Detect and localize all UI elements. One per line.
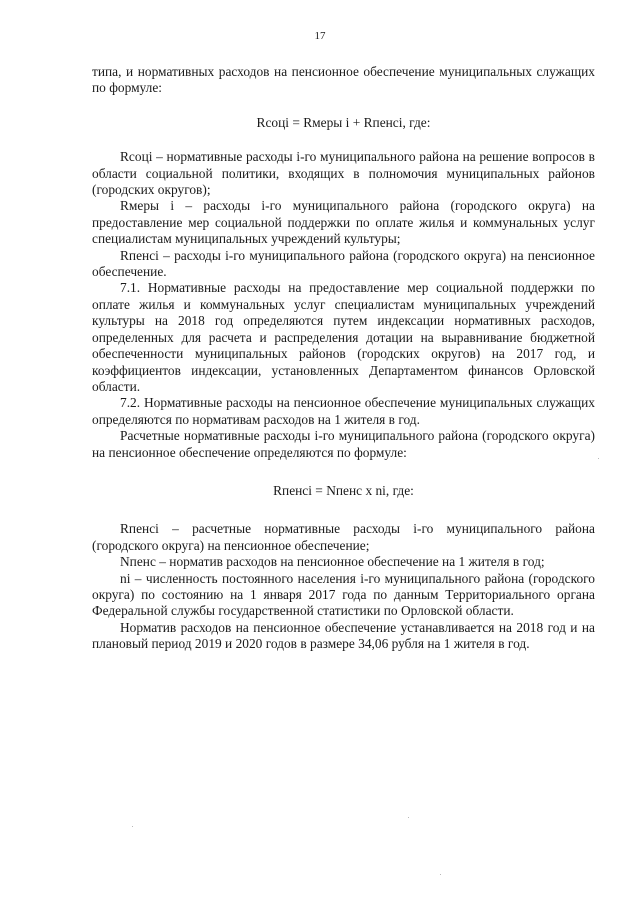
paragraph-continuation: типа, и нормативных расходов на пенсионное обеспечение муниципальных служащих по формуле: xyxy=(92,64,595,96)
definition-rpens: Rпенсі – расходы і-го муниципального района (городского округа) на пенсионное обеспечение. xyxy=(92,247,595,280)
formula-rsoc: Rсоці = Rмеры і + Rпенсі, где: xyxy=(256,114,431,130)
section-7-1: 7.1. Нормативные расходы на предоставление мер социальной поддержки по оплате жилья и коммунальных услуг специалистам муниципальных учреждений культуры на 2018 год определяются путем индексации нормативных расходов, определенных для расчета и распределения дотации на выравнивание бюджетной обеспеченности муниципальных районов (городских округов) на 2017 год, и коэффициентов индексации, установленных Департаментом финансов Орловской области. xyxy=(92,280,595,394)
scan-speck xyxy=(132,826,133,827)
section-7-2: 7.2. Нормативные расходы на пенсионное обеспечение муниципальных служащих определяются по нормативам расходов на 1 жителя в год. xyxy=(92,395,595,427)
formula-rpens: Rпенсі = Nпенс x nі, где: xyxy=(273,482,414,498)
scan-speck xyxy=(598,458,599,459)
page-number: 17 xyxy=(314,30,326,42)
paragraph-calculation-intro: Расчетные нормативные расходы і-го муниципального района (городского округа) на пенсионное обеспечение определяются по формуле: xyxy=(92,428,595,460)
definition-ni: nі – численность постоянного населения і-го муниципального района (городского округа) по состоянию на 1 января 2017 года по данным Территориального органа Федеральной службы государственной статистики по Орловской области. xyxy=(92,570,595,619)
paragraph-norm-amount: Норматив расходов на пенсионное обеспечение устанавливается на 2018 год и на плановый период 2019 и 2020 годов в размере 34,06 рубля на 1 жителя в год. xyxy=(92,619,595,652)
scan-speck xyxy=(408,817,409,818)
document-body xyxy=(92,64,595,653)
definition-rpens-calc: Rпенсі – расчетные нормативные расходы і-го муниципального района (городского округа) на пенсионное обеспечение; xyxy=(92,521,595,553)
definition-rmery: Rмеры і – расходы і-го муниципального района (городского округа) на предоставление мер социальной поддержки по оплате жилья и коммунальных услуг специалистам муниципальных учреждений культуры; xyxy=(92,198,595,247)
scan-speck xyxy=(440,874,441,875)
definition-rsoc: Rсоці – нормативные расходы і-го муниципального района на решение вопросов в области социальной политики, входящих в полномочия муниципальных районов (городских округов); xyxy=(92,149,595,198)
definition-npens: Nпенс – норматив расходов на пенсионное обеспечение на 1 жителя в год; xyxy=(120,554,545,570)
